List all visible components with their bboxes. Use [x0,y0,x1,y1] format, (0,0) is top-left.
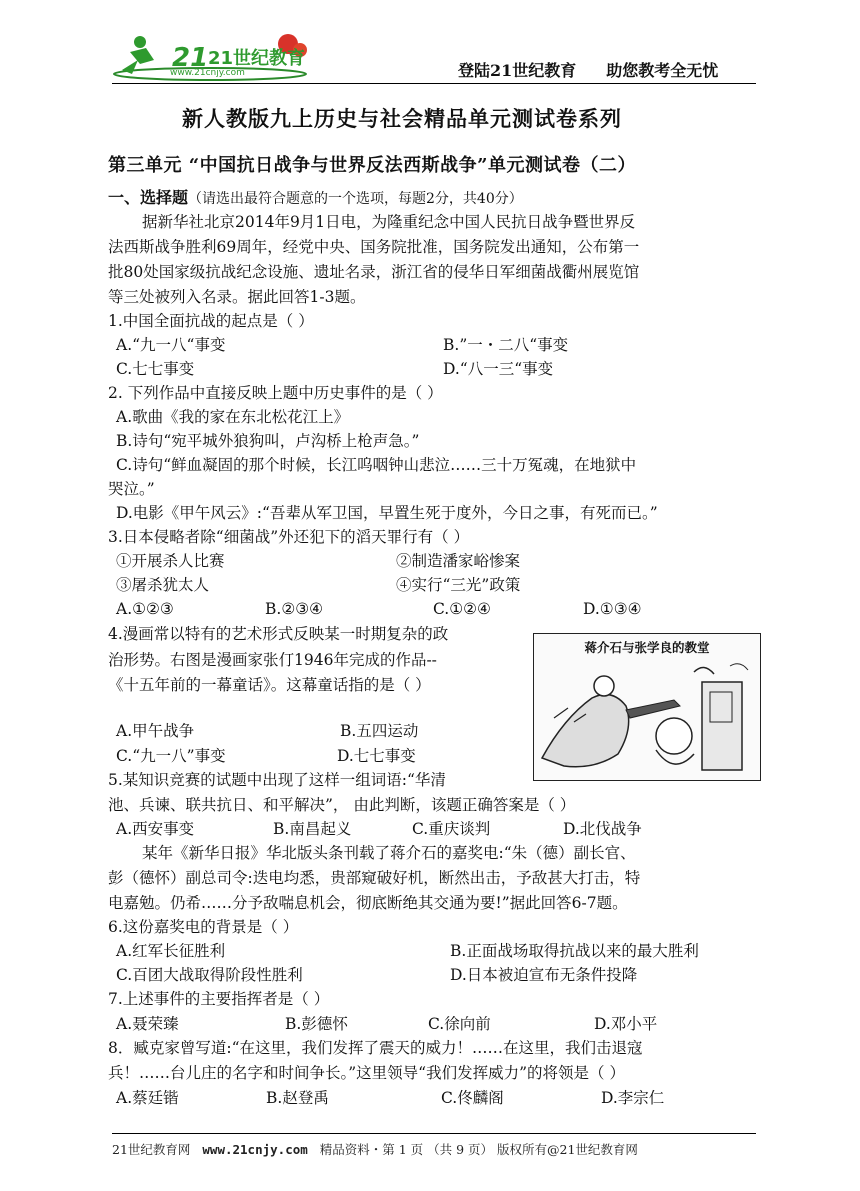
header-divider [112,83,756,84]
cartoon-drawing [534,658,760,778]
option-4b[interactable]: B.五四运动 [340,722,419,740]
option-8c[interactable]: C.佟麟阁 [441,1089,504,1107]
option-5c[interactable]: C.重庆谈判 [412,820,491,838]
footer-divider [112,1133,756,1134]
option-3a[interactable]: A.①②③ [116,600,174,618]
option-6a[interactable]: A.红军长征胜利 [116,942,226,960]
question-8: 8．臧克家曾写道:“在这里，我们发挥了震天的威力！……在这里，我们击退寇 [108,1039,643,1057]
section-title: 一、选择题 [108,188,189,207]
question-1: 1.中国全面抗战的起点是（ ） [108,312,314,330]
question-4: 4.漫画常以特有的艺术形式反映某一时期复杂的政 [108,625,449,643]
option-6d[interactable]: D.日本被迫宣布无条件投降 [450,966,638,984]
question-4-line3: 《十五年前的一幕童话》。这幕童话指的是（ ） [108,676,431,694]
question-4-line2: 治形势。右图是漫画家张仃1946年完成的作品-- [108,651,437,669]
header-slogan [458,58,748,81]
option-3b[interactable]: B.②③④ [265,600,324,618]
question-5-line2: 池、兵谏、联共抗日、和平解决”， 由此判断，该题正确答案是（ ） [108,796,576,814]
item-3-1: ①开展杀人比赛 [116,552,225,570]
option-8b[interactable]: B.赵登禹 [266,1089,329,1107]
option-2d[interactable]: D.电影《甲午风云》:“吾辈从军卫国，早置生死于度外，今日之事，有死而已。” [116,504,658,522]
passage-2-line: 某年《新华日报》华北版头条刊载了蒋介石的嘉奖电:“朱（德）副长官、 [142,844,636,862]
item-3-2: ②制造潘家峪惨案 [396,552,521,570]
option-7a[interactable]: A.聂荣臻 [116,1015,179,1033]
option-5a[interactable]: A.西安事变 [116,820,195,838]
question-5: 5.某知识竞赛的试题中出现了这样一组词语:“华清 [108,771,446,789]
logo-url: www.21cnjy.com [170,68,245,78]
question-2: 2. 下列作品中直接反映上题中历史事件的是（ ） [108,384,443,402]
option-5b[interactable]: B.南昌起义 [273,820,352,838]
question-7: 7.上述事件的主要指挥者是（ ） [108,990,330,1008]
option-2c-cont: 哭泣。” [108,480,155,498]
option-2b[interactable]: B.诗句“宛平城外狼狗叫，卢沟桥上枪声急。” [116,432,420,450]
option-1d[interactable]: D.“八一三“事变 [443,360,554,378]
passage-line: 批80处国家级抗战纪念设施、遗址名录，浙江省的侵华日军细菌战衢州展览馆 [108,263,640,281]
option-3c[interactable]: C.①②④ [433,600,491,618]
page-footer [112,1140,638,1158]
option-2a[interactable]: A.歌曲《我的家在东北松花江上》 [116,408,350,426]
option-1a[interactable]: A.“九一八“事变 [116,336,226,354]
svg-text:21: 21 [172,43,209,73]
footer-site: 21世纪教育网 [112,1142,191,1157]
cartoon-image [533,633,761,781]
option-5d[interactable]: D.北伐战争 [563,820,642,838]
option-4d[interactable]: D.七七事变 [337,747,416,765]
cartoon-caption: 蒋介石与张学良的教堂 [584,640,710,655]
passage-line: 等三处被列入名录。据此回答1-3题。 [108,288,366,306]
passage-line: 法西斯战争胜利69周年，经党中央、国务院批准，国务院发出通知，公布第一 [108,238,640,256]
question-6: 6.这份嘉奖电的背景是（ ） [108,918,299,936]
question-3: 3.日本侵略者除“细菌战”外还犯下的滔天罪行有（ ） [108,528,470,546]
section-note: （请选出最符合题意的一个选项，每题2分，共40分） [188,191,523,207]
passage-line: 据新华社北京2014年9月1日电，为隆重纪念中国人民抗日战争暨世界反 [142,213,636,231]
option-8d[interactable]: D.李宗仁 [601,1089,665,1107]
section-heading [108,186,523,211]
item-3-4: ④实行“三光”政策 [396,576,521,594]
footer-page-info: 精品资料・第 1 页 （共 9 页） 版权所有@21世纪教育网 [319,1142,638,1157]
question-8-line2: 兵！……台儿庄的名字和时间争长。”这里领导“我们发挥威力”的将领是（ ） [108,1064,625,1082]
logo-text: 21世纪教育 [208,48,306,69]
option-1b[interactable]: B.”一・二八“事变 [443,336,569,354]
option-4a[interactable]: A.甲午战争 [116,722,195,740]
slogan-left: 登陆21世纪教育 [458,61,577,80]
slogan-right: 助您教考全无忧 [606,61,719,80]
item-3-3: ③屠杀犹太人 [116,576,210,594]
option-4c[interactable]: C.“九一八”事变 [116,747,226,765]
option-7b[interactable]: B.彭德怀 [285,1015,348,1033]
option-1c[interactable]: C.七七事变 [116,360,195,378]
footer-url[interactable]: www.21cnjy.com [202,1142,308,1157]
option-6c[interactable]: C.百团大战取得阶段性胜利 [116,966,303,984]
option-2c[interactable]: C.诗句“鲜血凝固的那个时候，长江呜咽钟山悲泣……三十万冤魂，在地狱中 [116,456,637,474]
option-7d[interactable]: D.邓小平 [594,1015,658,1033]
passage-2-line: 电嘉勉。仍希……分予敌喘息机会，彻底断绝其交通为要!”据此回答6-7题。 [108,894,628,912]
page-subtitle: 第三单元 “中国抗日战争与世界反法西斯战争”单元测试卷（二） [108,155,636,176]
option-8a[interactable]: A.蔡廷锴 [116,1089,179,1107]
page-title: 新人教版九上历史与社会精品单元测试卷系列 [182,106,622,131]
option-3d[interactable]: D.①③④ [583,600,642,618]
passage-2-line: 彭（德怀）副总司令:迭电均悉，贵部窥破好机，断然出击，予敌甚大打击，特 [108,869,641,887]
option-6b[interactable]: B.正面战场取得抗战以来的最大胜利 [450,942,699,960]
option-7c[interactable]: C.徐向前 [428,1015,491,1033]
